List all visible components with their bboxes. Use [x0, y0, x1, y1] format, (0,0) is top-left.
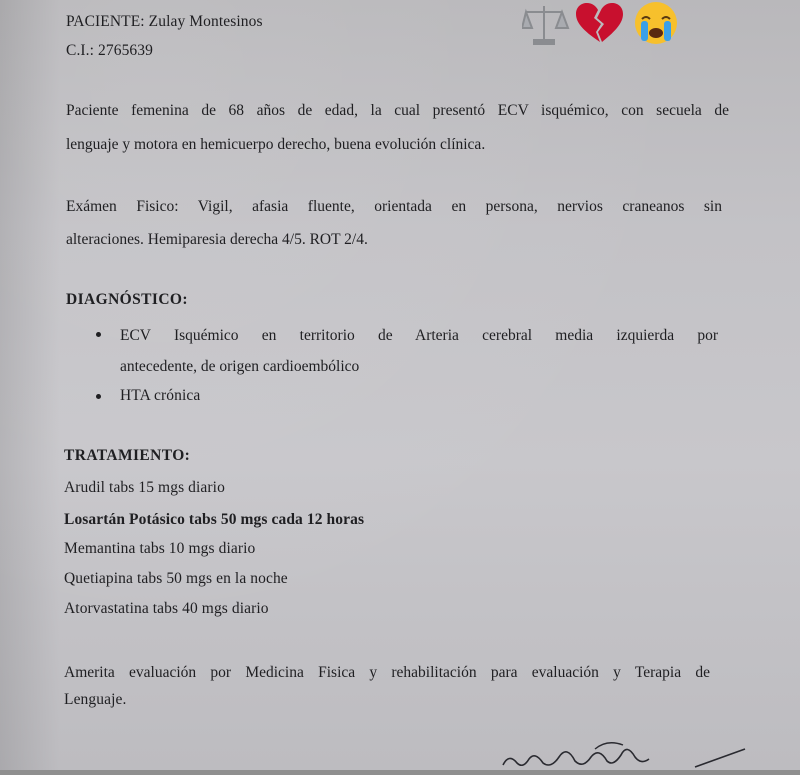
diagnosis-item-1-line-1: ECV Isquémico en territorio de Arteria cerebral media izquierda por: [120, 327, 718, 344]
crying-face-icon: [635, 2, 677, 44]
page-shadow: [0, 0, 60, 770]
summary-line-2: lenguaje y motora en hemicuerpo derecho, buena evolución clínica.: [66, 136, 486, 153]
referral-line-1: Amerita evaluación por Medicina Fisica y rehabilitación para evaluación y Terapia de: [64, 664, 710, 681]
referral-line-2: Lenguaje.: [64, 691, 127, 708]
diagnosis-item-1-line-2: antecedente, de origen cardioembólico: [120, 358, 360, 375]
summary-line-1: Paciente femenina de 68 años de edad, la cual presentó ECV isquémico, con secuela de: [66, 102, 729, 119]
treatment-item: Memantina tabs 10 mgs diario: [64, 540, 256, 557]
treatment-item: Atorvastatina tabs 40 mgs diario: [64, 600, 269, 617]
treatment-item: Losartán Potásico tabs 50 mgs cada 12 horas: [64, 511, 365, 528]
patient-id: C.I.: 2765639: [66, 42, 153, 59]
balance-scale-icon: [522, 6, 568, 44]
diagnosis-item-2: HTA crónica: [120, 387, 201, 404]
broken-heart-icon: [576, 3, 623, 42]
handwritten-signature: [495, 735, 775, 770]
bullet-dot: [96, 332, 101, 337]
patient-name: PACIENTE: Zulay Montesinos: [66, 13, 263, 30]
bullet-dot: [96, 394, 101, 399]
emoji-overlay: [522, 0, 682, 48]
exam-line-1: Exámen Fisico: Vigil, afasia fluente, orientada en persona, nervios craneanos sin: [66, 198, 722, 215]
treatment-item: Arudil tabs 15 mgs diario: [64, 479, 225, 496]
treatment-item: Quetiapina tabs 50 mgs en la noche: [64, 570, 288, 587]
diagnosis-heading: DIAGNÓSTICO:: [66, 291, 188, 308]
exam-line-2: alteraciones. Hemiparesia derecha 4/5. ROT 2/4.: [66, 231, 368, 248]
treatment-heading: TRATAMIENTO:: [64, 447, 191, 464]
